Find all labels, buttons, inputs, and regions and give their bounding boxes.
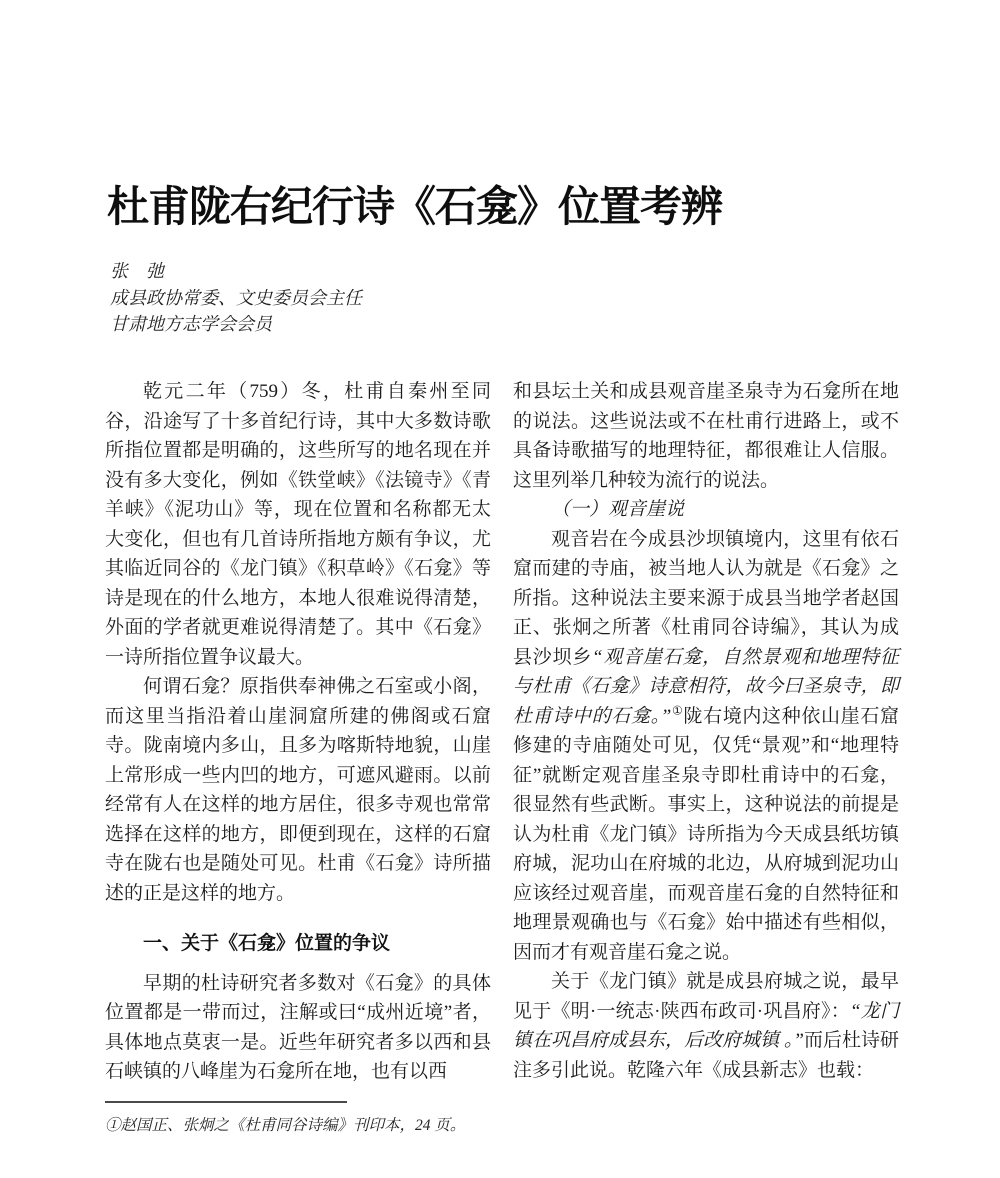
author-block [110,258,362,338]
paragraph-intro: 乾元二年（759）冬，杜甫自秦州至同谷，沿途写了十多首纪行诗，其中大多数诗歌所指位置都是明确的，这些所写的地名现在并没有多大变化，例如《铁堂峡》《法镜寺》《青羊峡》《泥功山》等，现在位置和名称都无太大变化，但也有几首诗所指地方颇有争议，尤其临近同谷的《龙门镇》《积草岭》《石龛》等诗是现在的什么地方，本地人很难说得清楚，外面的学者就更难说得清楚了。其中《石龛》一诗所指位置争议最大。 [105,381,491,668]
footnote-divider [105,1101,347,1103]
paragraph-longmenzhen [513,967,899,1085]
text-segment: 观音岩在今成县沙坝镇境内，这里有依石窟而建的寺庙，被当地人认为就是《石龛》之所指。这种说法主要来源于成县当地学者赵国正、张炯之所著《杜甫同谷诗编》，其认为成县沙坝乡 [513,528,899,668]
left-column [105,377,491,1087]
author-affiliation-1: 成县政协常委、文史委员会主任 [110,287,362,308]
paragraph-early-research: 早期的杜诗研究者多数对《石龛》的具体位置都是一带而过，注解或曰“成州近境”者，具体地点莫衷一是。近些年研究者多以西和县石峡镇的八峰崖为石龛所在地，也有以西 [105,972,491,1082]
author-affiliation-2: 甘肃地方志学会会员 [110,314,272,334]
paragraph-continuation: 和县坛土关和成县观音崖圣泉寺为石龛所在地的说法。这些说法或不在杜甫行进路上，或不具备诗歌描写的地理特征，都很难让人信服。这里列举几种较为流行的说法。 [513,381,899,491]
section-heading: 一、关于《石龛》位置的争议 [143,933,391,954]
paragraph-guanyinya-theory [513,525,899,968]
text-segment: 陇右境内这种依山崖石窟修建的寺庙随处可见，仅凭“景观”和“地理特征”就断定观音崖圣泉寺即杜甫诗中的石龛，很显然有些武断。事实上，这种说法的前提是认为杜甫《龙门镇》诗所指为今天成县纸坊镇府城，泥功山在府城的北边，从府城到泥功山应该经过观音崖，而观音崖石龛的自然特征和地理景观确也与《石龛》始中描述有些相似，因而才有观音崖石龛之说。 [513,705,899,963]
footnote-text: ①赵国正、张炯之《杜甫同谷诗编》刊印本，24 页。 [105,1117,466,1134]
text-segment: 关于《龙门镇》就是成县府城之说，最早见于《明·一统志·陕西布政司·巩昌府》： [513,971,899,1022]
quoted-text: “龙门镇在巩昌府成县东，后改府城镇 。” [513,1000,900,1051]
author-name: 张 弛 [110,261,164,281]
body-columns [105,377,899,1087]
right-column [513,377,899,1087]
sub-heading-guanyinya: （一）观音崖说 [551,499,685,520]
text-segment: 而后杜诗研注多引此说。乾隆六年《成县新志》也载： [513,1030,899,1081]
paragraph-shikan-definition: 何谓石龛？原指供奉神佛之石室或小阁，而这里当指沿着山崖洞窟所建的佛阁或石窟寺。陇南境内多山，且多为喀斯特地貌，山崖上常形成一些内凹的地方，可遮风避雨。以前经常有人在这样的地方居住，很多寺观也常常选择在这样的地方，即便到现在，这样的石窟寺在陇右也是随处可见。杜甫《石龛》诗所描述的正是这样的地方。 [105,676,491,904]
quoted-text: “观音崖石龛，自然景观和地理特征与杜甫《石龛》诗意相符，故今曰圣泉寺，即杜甫诗中的石龛。” [513,646,899,727]
page-title: 杜甫陇右纪行诗《石龛》位置考辨 [107,185,723,231]
footnote-marker: ① [671,703,684,718]
footnote-area [105,1101,535,1137]
